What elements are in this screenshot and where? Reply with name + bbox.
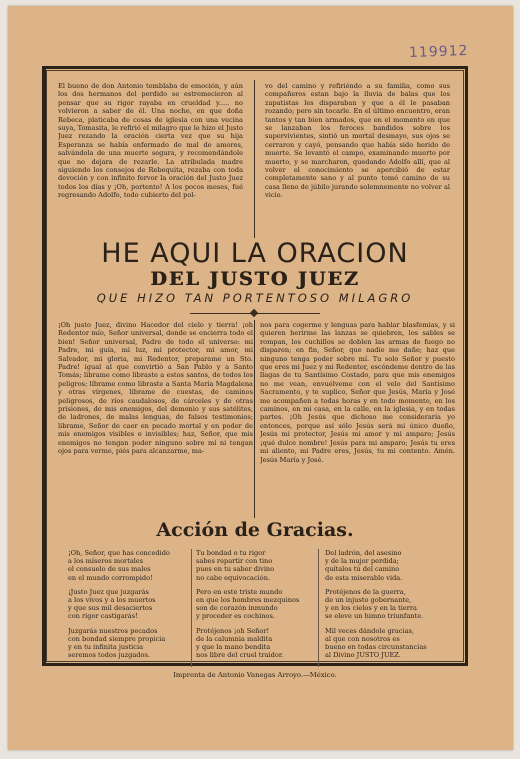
archive-number: 119912 <box>408 42 469 62</box>
verse-column-3 <box>325 549 455 667</box>
verse-column-1 <box>68 549 198 667</box>
title-tagline: QUE HIZO TAN PORTENTOSO MILAGRO <box>96 291 414 305</box>
story-left-column: El bueno de don Antonio temblaba de emoción, y aún los dos hermanos del perdido se estremecieron al pensar que su rigor rayaba en crueldad y..... no volvieron a saber de él. Una noche, en que doña Rebeca, platicaba de cosas de iglesia con una vecina suya, Tomasita, le refirió el milagro que le hizo el Justo Juez rezando la oración cierta vez que su hija Esperanza se había enfermado de mal de amores, salvándola de una muerte segura, y recomendándole que no dejara de rezarle. La atribulada madre siguiendo los consejos de Rebequita, rezaba con toda devoción y con infinito fervor la oración del Justo Juez todos los días y ¡Oh, portento! A los pocos meses, fué regresando Adolfo, todo cubierto del pol- <box>58 82 243 200</box>
page-title: HE AQUI LA ORACION <box>101 238 409 269</box>
verse-stanza: Pero en este triste mundo en que los hombres mezquinos son de corazón inmundo y proceder es cochinos. <box>196 587 300 621</box>
verse-stanza: Tu bondad o tu rigor sabes repartir con tino pues en tu saber divino no cabe equivocación. <box>196 549 275 582</box>
prayer-column-divider <box>254 320 255 518</box>
verse-stanza: Protéjenos ¡oh Señor! de la calumnia maldita y que la mano bendita nos libre del cruel traidor. <box>196 626 284 660</box>
verse-divider <box>318 549 319 667</box>
prayer-right-column: nos para cogerme y lenguas para hablar blasfemias, y si quieren herirme las lanzas se quiebren, los sables se rompan, los cuchillos se doblen las armas de fuego no disparen; en fin, Señor, que nadie me dañe; haz que ninguno tenga poder sobre mí. Tu solo Señor y puesto que eres mi Juez y mi Redentor, escóndeme dentro de las llagas de tu Santísimo Costado, para que mis enemigos no me vean, envuélveme con el velo del Santísimo Sacramento, y te suplico, Señor que Jesús, María y José me acompañen a todas horas y en todo momento, en los caminos, en mi casa, en la calle, en la iglesia, y en todas partes. ¡Oh Jesús que dichoso me consideraría yo entonces, porque así sólo Jesús será mi único dueño, Jesús mi protector, Jesús mi amor y mi amparo; Jesús ¡qué dulce nombre! Jesús para mi amparo; Jesús tu eres mi aliento, mi Padre eres, Jesús, tu mi contento. Amén. Jesús María y José. <box>260 321 455 464</box>
verse-stanza: Del ladrón, del asesino y de la mujer perdida; quítalos tú del camino de esta miserable vida. <box>325 549 403 582</box>
accion-title: Acción de Gracias. <box>156 519 354 541</box>
verse-stanza: Protéjenos de la guerra, de un injusto gobernante, y en los cielos y en la tierra se eleve un himno triunfante. <box>325 587 424 621</box>
verse-column-2 <box>196 549 326 667</box>
verse-stanza: Mil veces dándole gracias, al que con nosotros es bueno en todas circunstancias al Divino JUSTO JUEZ. <box>325 626 427 660</box>
page-subtitle: DEL JUSTO JUEZ <box>150 268 360 290</box>
verse-divider <box>191 549 192 667</box>
printer-imprint: Imprenta de Antonio Vanegas Arroyo.—México. <box>173 671 337 679</box>
verse-stanza: ¡Justo Juez que juzgarás a los vivos y a los muertos y que sus mil desaciertos con rigor castigarás! <box>68 587 156 621</box>
story-right-column: vo del camino y refiriéndo a su familia, como sus compañeros estan bajo la lluvia de balas que los zapatistas les disparaban y que a él le pasaban rozando; pero sin tocarle. En el último encuentro, eran tantos y tan bien armados, que en el momento en que se lanzaban los feroces bandidos sobre los supervivientes, sintió un mortal desmayo, sus ojos se cerraron y cayó, pensando que había sido herido de muerte. Se levantó el campo, examinando muerto por muerto, y se marcharon, quedando Adolfo allí, que al volver el conocimiento se apercibió de estar completamente sano y al punto tomó camino de su casa lleno de júbilo jurando solemnemente no volver al vicio. <box>265 82 450 200</box>
prayer-left-column: ¡Oh justo Juez, divino Hacedor del cielo y tierra! ¡oh Redentor mío, Señor universal, donde se encierra todo el bien! Señor universal, Padre de todo el universo: mi Padre, mi guía, mi luz, mi protector, mi amor, mi Salvador, mi gloria, mi Redentor, preparame un Sto. Padre! igual al que convirtió a San Pablo y a Santo Tomás; librame como libraste a estos santos, de todos los peligros; líbrame como libraste a Santa María Magdalena y otras vírgenes, líbrame de cuestas, de caminos peligrosos, de ríos caudalosos, de cárceles y de otras prisiones, de mis enemigos, del demonio y sus satélites, de ladrones, de malas lenguas, de falsos testimonios; librame, Señor de caer en pecado mortal y en poder de mis enemigos visibles e invisibles; haz, Señor, que mis enemigos no tengan poder ninguno sobre mí ni tengan ojos para verme, piés para alcanzarme, ma- <box>58 321 253 456</box>
verse-stanza: Juzgarás nuestros pecados con bondad siempre propicia y en tu infinita justicia seremos todos juzgados. <box>68 626 166 660</box>
verse-stanza: ¡Oh, Señor, que has concedido a los míseros mortales el consuelo de sus males en el mundo corrompido! <box>68 549 170 582</box>
story-column-divider <box>254 80 255 238</box>
